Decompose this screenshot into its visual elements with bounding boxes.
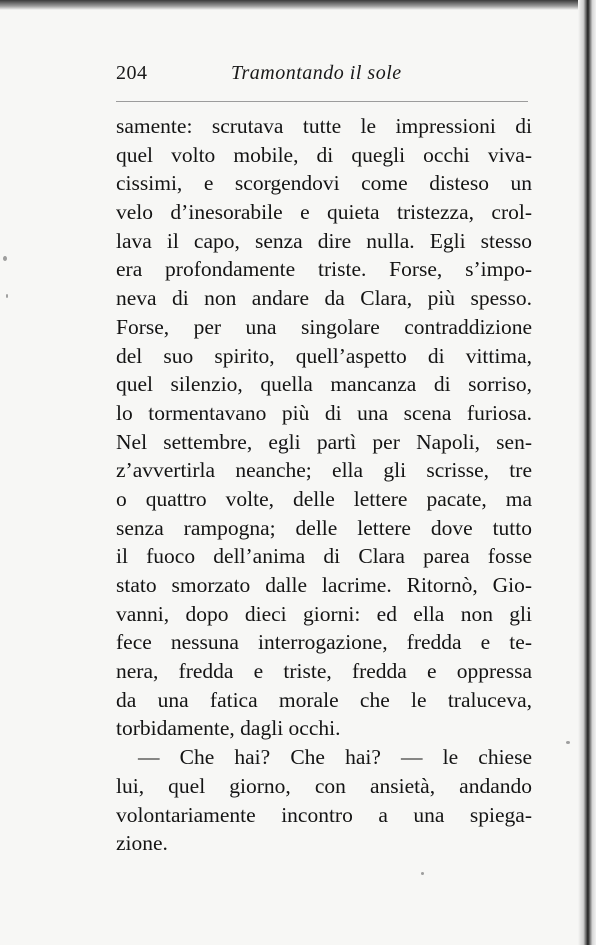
scan-speck <box>6 294 8 298</box>
page-binding-edge <box>578 0 596 945</box>
text-line: zione. <box>116 831 168 856</box>
text-line: cissimi, e scorgendovi come disteso un <box>116 171 532 196</box>
scan-speck <box>421 872 424 875</box>
text-line: o quattro volte, delle lettere pacate, ma <box>116 486 532 511</box>
running-head <box>116 62 528 90</box>
text-line: il fuoco dell’anima di Clara parea fosse <box>116 544 532 569</box>
text-line: vanni, dopo dieci giorni: ed ella non gli <box>116 601 532 626</box>
text-line: senza rampogna; delle lettere dove tutto <box>116 515 532 540</box>
text-line: nera, fredda e triste, fredda e oppressa <box>116 659 532 684</box>
text-line: neva di non andare da Clara, più spesso. <box>116 286 532 311</box>
text-line: Forse, per una singolare contraddizione <box>116 314 532 339</box>
text-line: da una fatica morale che le traluceva, <box>116 687 532 712</box>
text-line: volontariamente incontro a una spiega- <box>116 802 532 827</box>
page-top-edge <box>0 0 596 10</box>
text-line: era profondamente triste. Forse, s’impo- <box>116 257 532 282</box>
text-line: fece nessuna interrogazione, fredda e te- <box>116 630 532 655</box>
header-rule <box>116 101 528 102</box>
text-line: stato smorzato dalle lacrime. Ritornò, Gio- <box>116 573 532 597</box>
text-line: torbidamente, dagli occhi. <box>116 716 341 741</box>
scan-speck <box>566 741 570 744</box>
text-line: z’avvertirla neanche; ella gli scrisse, tre <box>116 458 532 483</box>
text-line: velo d’inesorabile e quieta tristezza, crol- <box>116 200 532 225</box>
text-line: Nel settembre, egli partì per Napoli, sen- <box>116 429 532 454</box>
running-title: Tramontando il sole <box>231 62 402 84</box>
text-line: quel volto mobile, di quegli occhi viva- <box>116 142 532 167</box>
text-line: lava il capo, senza dire nulla. Egli stesso <box>116 228 532 253</box>
text-line: lui, quel giorno, con ansietà, andando <box>116 773 532 798</box>
text-line: quel silenzio, quella mancanza di sorriso, <box>116 372 532 397</box>
text-line: — Che hai? Che hai? — le chiese <box>138 745 532 770</box>
page-number: 204 <box>116 62 148 84</box>
body-text <box>116 112 532 858</box>
scan-speck <box>3 256 7 261</box>
text-line: samente: scrutava tutte le impressioni di <box>116 114 532 138</box>
text-line: lo tormentavano più di una scena furiosa. <box>116 400 532 425</box>
text-line: del suo spirito, quell’aspetto di vittima, <box>116 343 532 368</box>
